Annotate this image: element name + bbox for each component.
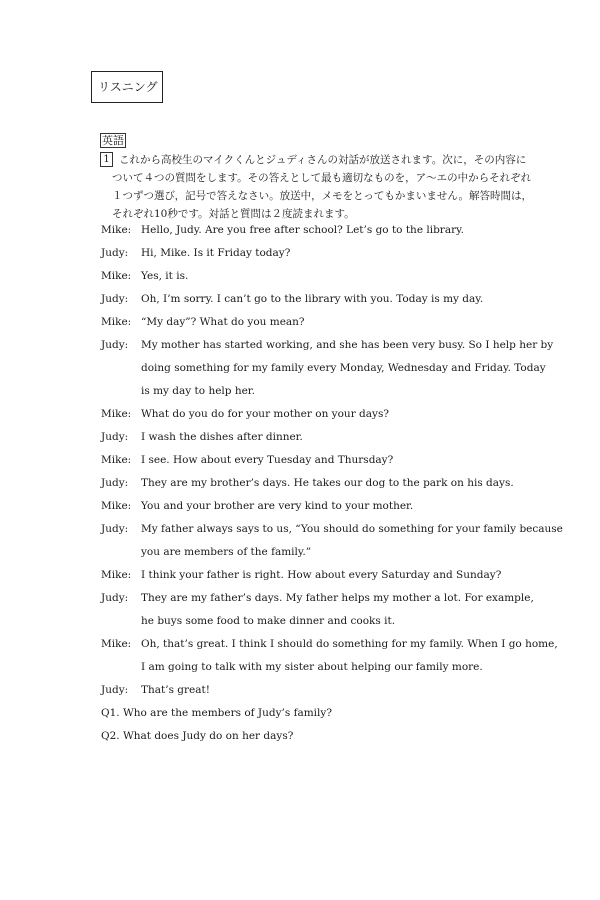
dialogue-text: I see. How about every Tuesday and Thursday? — [141, 454, 394, 466]
subject-label: 英語 — [102, 134, 124, 147]
instruction-line-1: 1 これから高校生のマイクくんとジュディさんの対話が放送されます。次に，その内容に — [100, 151, 512, 169]
dialogue-text: Hi, Mike. Is it Friday today? — [141, 247, 291, 259]
speaker-label: Mike: — [101, 454, 132, 466]
speaker-label: Mike: — [101, 270, 132, 282]
instruction-line-4: それぞれ10秒です。対話と質問は２度読まれます。 — [112, 208, 355, 220]
dialogue-text: Oh, that’s great. I think I should do something for my family. When I go home, — [141, 638, 558, 650]
dialogue-row — [101, 454, 393, 466]
section-title: リスニング — [91, 71, 163, 103]
dialogue-text-continued: doing something for my family every Monday, Wednesday and Friday. Today — [141, 362, 546, 374]
dialogue-row — [101, 684, 210, 696]
dialogue-row — [101, 293, 483, 305]
dialogue-row — [101, 431, 303, 443]
speaker-label: Judy: — [101, 431, 129, 443]
dialogue-row — [101, 569, 501, 581]
speaker-label: Judy: — [101, 477, 129, 489]
dialogue-text: That’s great! — [141, 684, 210, 696]
question-2: Q2. What does Judy do on her days? — [101, 730, 294, 742]
dialogue-text: They are my brother’s days. He takes our dog to the park on his days. — [141, 477, 514, 489]
question-1: Q1. Who are the members of Judy’s family? — [101, 707, 332, 719]
dialogue-text: “My day”? What do you mean? — [141, 316, 305, 328]
dialogue-text: They are my father’s days. My father helps my mother a lot. For example, — [141, 592, 534, 604]
dialogue-row — [101, 224, 464, 236]
dialogue-text: Oh, I’m sorry. I can’t go to the library with you. Today is my day. — [141, 293, 484, 305]
speaker-label: Judy: — [101, 684, 129, 696]
dialogue-row — [101, 500, 413, 512]
question-number: 1 — [100, 152, 113, 167]
dialogue-row — [101, 477, 514, 489]
speaker-label: Mike: — [101, 224, 132, 236]
instruction-line-2: ついて４つの質問をします。その答えとして最も適切なものを，ア〜エの中からそれぞれ — [112, 172, 532, 184]
dialogue-text: My father always says to us, “You should do something for your family because — [141, 523, 563, 535]
speaker-label: Mike: — [101, 500, 132, 512]
dialogue-text: I wash the dishes after dinner. — [141, 431, 303, 443]
speaker-label: Judy: — [101, 293, 129, 305]
dialogue-text-continued: you are members of the family.” — [141, 546, 312, 558]
dialogue-text-continued: he buys some food to make dinner and cooks it. — [141, 615, 396, 627]
dialogue-text: I think your father is right. How about every Saturday and Sunday? — [141, 569, 502, 581]
dialogue-text: Hello, Judy. Are you free after school? Let’s go to the library. — [141, 224, 464, 236]
speaker-label: Judy: — [101, 247, 129, 259]
speaker-label: Judy: — [101, 339, 129, 351]
dialogue-row — [101, 638, 558, 650]
dialogue-text-continued: I am going to talk with my sister about helping our family more. — [141, 661, 483, 673]
dialogue-text: My mother has started working, and she has been very busy. So I help her by — [141, 339, 554, 351]
dialogue-row — [101, 247, 290, 259]
dialogue-row — [101, 408, 389, 420]
speaker-label: Mike: — [101, 408, 132, 420]
dialogue-row — [101, 592, 534, 604]
dialogue-row — [101, 339, 553, 351]
speaker-label: Mike: — [101, 569, 132, 581]
speaker-label: Mike: — [101, 316, 132, 328]
dialogue-text: What do you do for your mother on your days? — [141, 408, 389, 420]
instruction-line-3: １つずつ選び，記号で答えなさい。放送中，メモをとってもかまいません。解答時間は， — [112, 190, 532, 202]
speaker-label: Mike: — [101, 638, 132, 650]
speaker-label: Judy: — [101, 592, 129, 604]
dialogue-text: You and your brother are very kind to your mother. — [141, 500, 414, 512]
dialogue-row — [101, 523, 563, 535]
dialogue-text: Yes, it is. — [141, 270, 189, 282]
instructions — [100, 151, 532, 223]
dialogue-text-continued: is my day to help her. — [141, 385, 256, 397]
speaker-label: Judy: — [101, 523, 129, 535]
dialogue-row — [101, 270, 188, 282]
dialogue-row — [101, 316, 305, 328]
